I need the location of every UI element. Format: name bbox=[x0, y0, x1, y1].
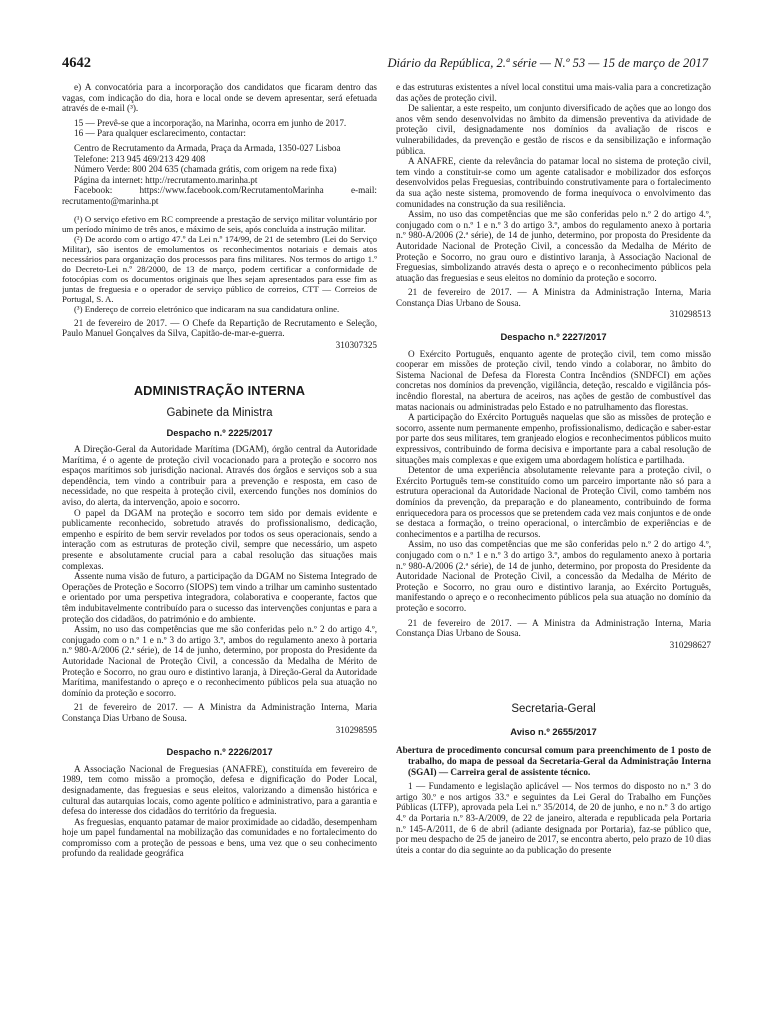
paragraph: A Associação Nacional de Freguesias (ANAFRE), constituída em fevereiro de 1989, tem como missão a promoção, defesa e dignificação do Poder Local, designadamente, das freguesias e seus eleitos, valorizando a dimensão histórica e cultural das autarquias locais, como agente político e administrativo, para a garantia e defesa do interesse dos cidadãos do território da freguesia. bbox=[62, 763, 377, 817]
paragraph: As freguesias, enquanto patamar de maior proximidade ao cidadão, desempenham hoje um papel fundamental na mobilização das comunidades e no fortalecimento do compromisso com a proteção de pessoas e bens, uma vez que o seu conhecimento profundo da realidade geográfica bbox=[62, 816, 377, 859]
subsection-title: Secretaria-Geral bbox=[511, 703, 596, 716]
contact-toll-free: Número Verde: 800 204 635 (chamada grátis, com origem na rede fixa) bbox=[74, 164, 337, 175]
paragraph: Assim, no uso das competências que me são conferidas pelo n.º 2 do artigo 4.º, conjugado com o n.º 1 e n.º 3 do artigo 3.º, ambos do regulamento anexo à portaria n.º 980-A/2006 (2.ª série), de 14 de junho, determino, por proposta do Presidente da Autoridade Nacional de Proteção Civil, a concessão da Medalha de Mérito de Proteção e Socorro, no grau ouro e distintivo laranja, à Associação Nacional de Freguesias, simbolizando através desta o apreço e o reconhecimento públicos pela atuação das freguesias e seus eleitos no domínio da proteção e socorro. bbox=[396, 209, 711, 283]
paragraph-continued: e das estruturas existentes a nível local constitui uma mais-valia para a concretização das ações de proteção civil. bbox=[396, 82, 711, 103]
despacho-2225-title: Despacho n.º 2225/2017 bbox=[166, 426, 273, 438]
signature-minister: 21 de fevereiro de 2017. — A Ministra da Administração Interna, Maria Constança Dias Urbano de Sousa. bbox=[396, 287, 711, 308]
despacho-2226-title: Despacho n.º 2226/2017 bbox=[166, 746, 273, 758]
reference-number: 310298627 bbox=[669, 639, 711, 650]
page-number: 4642 bbox=[62, 55, 91, 71]
paragraph: O Exército Português, enquanto agente de proteção civil, tem como missão cooperar em missões de proteção civil, tendo vindo a colaborar, no âmbito do Sistema Nacional de Defesa da Floresta Contra Incêndios (SNDFCI) em ações concretas nos domínios da prevenção, vigilância, deteção, rescaldo e vigilância pós-incêndio florestal, na abertura de aceiros, nas ações de gestão de combustível das matas nacionais ou administradas pelo Estado e no patrulhamento das florestas. bbox=[396, 348, 711, 412]
page-header bbox=[62, 55, 708, 75]
paragraph: Assente numa visão de futuro, a participação da DGAM no Sistema Integrado de Operações de Proteção e Socorro (SIOPS) tem vindo a trilhar um caminho sustentado e orientado por uma perspetiva integradora, colaborativa e cooperante, factos que têm indubitavelmente contribuído para o sucesso das intervenções conjuntas e para a proteção dos cidadãos, do património e do ambiente. bbox=[62, 571, 377, 624]
reference-number: 310307325 bbox=[335, 339, 377, 350]
section-title: ADMINISTRAÇÃO INTERNA bbox=[133, 383, 306, 399]
paragraph: A Direção-Geral da Autoridade Marítima (DGAM), órgão central da Autoridade Marítima, é o agente de proteção civil vocacionado para a proteção e socorro nos espaços marítimos sob jurisdição nacional. Através dos órgãos e serviços sob a sua dependência, tem vindo a contribuir para a prevenção e resposta, em caso de necessidade, no que respeita à proteção civil, exercendo funções nos domínios do aviso, do alerta, da intervenção, apoio e socorro. bbox=[62, 444, 377, 508]
footnote-1: (¹) O serviço efetivo em RC compreende a prestação de serviço militar voluntário por um período mínimo de três anos, e máximo de seis, após concluída a instrução militar. bbox=[62, 213, 377, 234]
paragraph-item-e: e) A convocatória para a incorporação dos candidatos que ficaram dentro das vagas, com indicação do dia, hora e local onde se devem apresentar, será efetuada através de e-mail (³). bbox=[62, 82, 377, 114]
reference-number: 310298595 bbox=[335, 724, 377, 735]
footnotes bbox=[62, 214, 377, 314]
paragraph: A ANAFRE, ciente da relevância do patamar local no sistema de proteção civil, tem vindo a constituir-se como um agente catalisador e mobilizador dos esforços desenvolvidos pelas Freguesias, contribuindo construtivamente para o fortalecimento da sua ação neste sistema, promovendo de forma inequívoca o envolvimento das comunidades na construção da sua resiliência. bbox=[396, 156, 711, 209]
contact-facebook-email: Facebook: https://www.facebook.com/RecrutamentoMarinha e-mail: recrutamento@marinha.pt bbox=[62, 185, 377, 206]
journal-title: Diário da República, 2.ª série — N.º 53 — 15 de março de 2017 bbox=[387, 56, 708, 70]
footnote-2: (²) De acordo com o artigo 47.º da Lei n.º 174/99, de 21 de setembro (Lei do Serviço Militar), são isentos de emolumentos os reconhecimentos notariais e demais atos necessários para organização dos processos para fins militares. Nos termos do artigo 1.º do Decreto-Lei n.º 28/2000, de 13 de março, podem certificar a conformidade de fotocópias com os documentos originais que lhes sejam apresentados para esse fim as juntas de freguesia e o operador de serviço público de correios, CTT — Correios de Portugal, S. A. bbox=[62, 233, 377, 304]
contact-phone: Telefone: 213 945 469/213 429 408 bbox=[74, 153, 206, 164]
contact-website: Página da internet: http://recrutamento.marinha.pt bbox=[74, 174, 258, 185]
signature-minister: 21 de fevereiro de 2017. — A Ministra da Administração Interna, Maria Constança Dias Urbano de Sousa. bbox=[396, 617, 711, 639]
paragraph: 1 — Fundamento e legislação aplicável — Nos termos do disposto no n.º 3 do artigo 30.º e nos artigos 33.º e seguintes da Lei Geral do Trabalho em Funções Públicas (LTFP), aprovada pela Lei n.º 35/2014, de 20 de junho, e no n.º 3 do artigo 4.º da Portaria n.º 83-A/2009, de 22 de janeiro, alterada e republicada pela Portaria n.º 145-A/2011, de 6 de abril (adiante designada por Portaria), faz-se público que, por meu despacho de 25 de janeiro de 2017, se encontra aberto, pelo prazo de 10 dias úteis a contar do dia seguinte ao da publicação do presente bbox=[396, 781, 711, 855]
paragraph: Detentor de uma experiência absolutamente relevante para a proteção civil, o Exército Português tem-se constituído como um parceiro importante não só para a estrutura operacional da Autoridade Nacional de Proteção Civil, como também nos domínios da prevenção, da preparação e do planeamento, contribuindo de forma enriquecedora para os processos que se pretendem cada vez mais conjuntos e de onde se destaca a formação, o treino operacional, o intercâmbio de experiências e de conhecimentos e a partilha de recursos. bbox=[396, 465, 711, 539]
footnote-3: (³) Endereço de correio eletrónico que indicaram na sua candidatura online. bbox=[74, 303, 340, 314]
paragraph-item-15: 15 — Prevê-se que a incorporação, na Marinha, ocorra em junho de 2017. bbox=[74, 117, 347, 128]
paragraph: O papel da DGAM na proteção e socorro tem sido por demais evidente e publicamente reconhecido, sobretudo através do profissionalismo, dedicação, empenho e espírito de bem servir revelados por todos os seus operacionais, sendo a interação com as estruturas de proteção civil, sempre que necessário, um aspeto presente e absolutamente crucial para a cabal resolução das situações mais complexas. bbox=[62, 507, 377, 571]
paragraph: A participação do Exército Português naquelas que são as missões de proteção e socorro, assente num permanente empenho, profissionalismo, dedicação e saber-estar por parte dos seus militares, tem granjeado elogios e reconhecimentos públicos muito expressivos, contribuindo de forma decisiva e importante para a cabal resolução de situações mais complexas e que exigem uma abordagem holística e partilhada. bbox=[396, 412, 711, 465]
paragraph: De salientar, a este respeito, um conjunto diversificado de ações que ao longo dos anos vêm sendo desenvolvidas no âmbito da dimensão preventiva da atividade de proteção civil, designadamente nos domínios da avaliação de riscos e vulnerabilidades, da prevenção e gestão de riscos e da sensibilização e informação pública. bbox=[396, 103, 711, 156]
contact-block bbox=[62, 143, 377, 207]
right-column bbox=[396, 82, 711, 1017]
paragraph: Assim, no uso das competências que me são conferidas pelo n.º 2 do artigo 4.º, conjugado com o n.º 1 e n.º 3 do artigo 3.º, ambos do regulamento anexo à portaria n.º 980-A/2006 (2.ª série), de 14 de junho, determino, por proposta do Presidente da Autoridade Nacional de Proteção Civil, a concessão da Medalha de Mérito de Proteção e Socorro, no grau ouro e distintivo laranja, ao Exército Português, manifestando o apreço e o reconhecimento públicos pela sua atuação no domínio da proteção e socorro. bbox=[396, 539, 711, 613]
despacho-2227-title: Despacho n.º 2227/2017 bbox=[500, 331, 607, 343]
subsection-title: Gabinete da Ministra bbox=[166, 406, 273, 419]
paragraph: Assim, no uso das competências que me são conferidas pelo n.º 2 do artigo 4.º, conjugado com o n.º 1 e n.º 3 do artigo 3.º, ambos do regulamento anexo à portaria n.º 980-A/2006 (2.ª série), de 14 de junho, determino, por proposta do Presidente da Autoridade Nacional de Proteção Civil, a concessão da Medalha de Mérito de Proteção e Socorro, no grau ouro e distintivo laranja, à Direção-Geral da Autoridade Marítima, manifestando o apreço e o reconhecimento públicos pela sua atuação no domínio da proteção e socorro. bbox=[62, 624, 377, 698]
signature-recruitment: 21 de fevereiro de 2017. — O Chefe da Repartição de Recrutamento e Seleção, Paulo Manuel Gonçalves da Silva, Capitão-de-mar-e-guerra. bbox=[62, 317, 377, 339]
paragraph-item-16: 16 — Para qualquer esclarecimento, contactar: bbox=[74, 128, 246, 139]
aviso-title: Aviso n.º 2655/2017 bbox=[510, 725, 597, 737]
contact-address: Centro de Recrutamento da Armada, Praça da Armada, 1350-027 Lisboa bbox=[74, 142, 341, 153]
left-column bbox=[62, 82, 377, 1017]
aviso-heading: Abertura de procedimento concursal comum para preenchimento de 1 posto de trabalho, do mapa de pessoal da Secretaria-Geral da Administração Interna (SGAI) — Carreira geral de assistente técnico. bbox=[396, 745, 711, 777]
reference-number: 310298513 bbox=[669, 309, 711, 320]
signature-minister: 21 de fevereiro de 2017. — A Ministra da Administração Interna, Maria Constança Dias Urbano de Sousa. bbox=[62, 702, 377, 723]
